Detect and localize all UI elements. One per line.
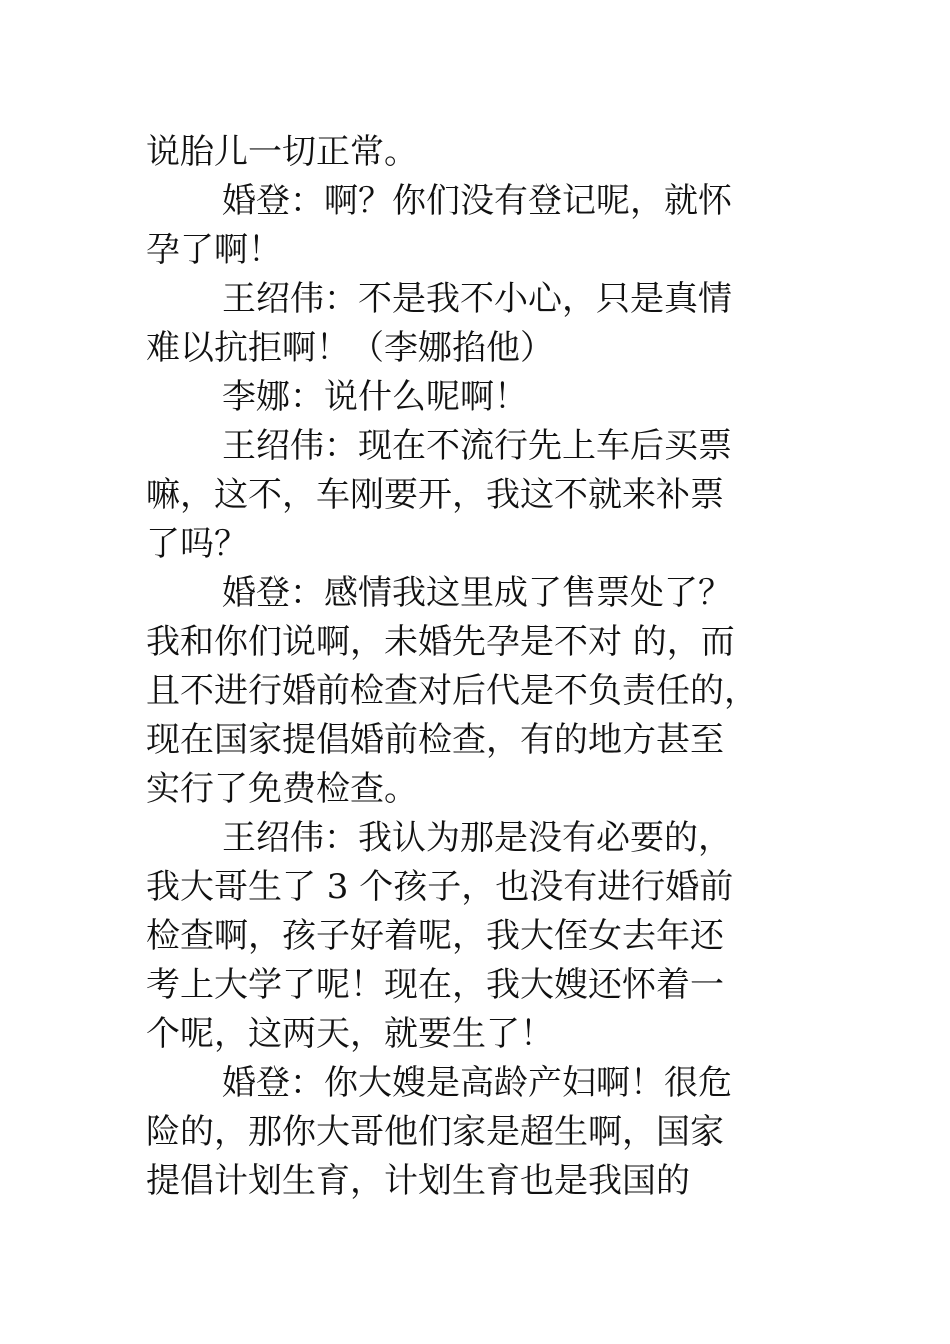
text-line: 说胎儿一切正常。	[146, 132, 418, 172]
text-line: 了吗？	[146, 524, 248, 564]
text-line: 个呢，这两天，就要生了！	[146, 1014, 554, 1054]
text-line: 考上大学了呢！现在，我大嫂还怀着一	[146, 965, 724, 1005]
text-line: 婚登：感情我这里成了售票处了？	[222, 573, 732, 613]
text-line: 难以抗拒啊！（李娜掐他）	[146, 328, 554, 368]
text-line: 王绍伟：不是我不小心，只是真情	[222, 279, 732, 319]
text-line: 婚登：你大嫂是高龄产妇啊！很危	[222, 1063, 732, 1103]
text-line: 我大哥生了 3 个孩子，也没有进行婚前	[146, 867, 734, 907]
text-line: 提倡计划生育，计划生育也是我国的	[146, 1161, 690, 1201]
text-line: 现在国家提倡婚前检查，有的地方甚至	[146, 720, 724, 760]
text-line: 婚登：啊？你们没有登记呢，就怀	[222, 181, 732, 221]
dialogue-text	[146, 128, 826, 1206]
text-line: 实行了免费检查。	[146, 769, 418, 809]
text-line: 我和你们说啊，未婚先孕是不对 的，而	[146, 622, 735, 662]
text-line: 险的，那你大哥他们家是超生啊，国家	[146, 1112, 724, 1152]
text-line: 孕了啊！	[146, 230, 282, 270]
text-line: 李娜：说什么呢啊！	[222, 377, 528, 417]
text-line: 且不进行婚前检查对后代是不负责任的，	[146, 671, 758, 711]
text-line: 王绍伟：我认为那是没有必要的，	[222, 818, 732, 858]
text-line: 检查啊，孩子好着呢，我大侄女去年还	[146, 916, 724, 956]
text-line: 王绍伟：现在不流行先上车后买票	[222, 426, 732, 466]
text-line: 嘛，这不，车刚要开，我这不就来补票	[146, 475, 724, 515]
